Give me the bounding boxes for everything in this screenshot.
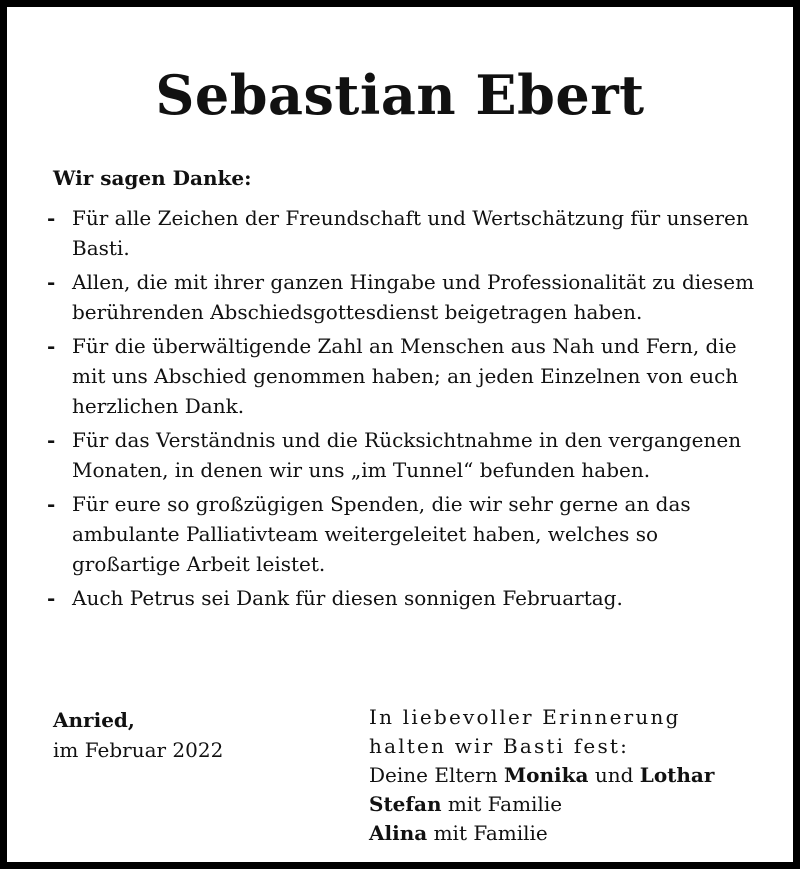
parents-line xyxy=(369,761,714,790)
list-item-text: Allen, die mit ihrer ganzen Hingabe und Professionalität zu diesem berührenden Abschiedsgottesdienst beigetragen haben. xyxy=(72,270,755,324)
list-item-text: Auch Petrus sei Dank für diesen sonnigen Februartag. xyxy=(72,586,623,610)
list-item-text: Für die überwältigende Zahl an Menschen aus Nah und Fern, die mit uns Abschied genommen haben; an jeden Einzelnen von euch herzlichen Dank. xyxy=(72,334,739,418)
memorial-line-1: In liebevoller Erinnerung xyxy=(369,705,681,729)
dash-bullet: - xyxy=(47,492,56,516)
father-name: Lothar xyxy=(639,763,715,787)
memorial-line-2: halten wir Basti fest: xyxy=(369,734,630,758)
list-item xyxy=(45,425,765,485)
dash-bullet: - xyxy=(47,586,56,610)
sibling-name-2: Alina xyxy=(369,821,428,845)
list-item xyxy=(45,583,765,613)
thanks-list xyxy=(45,203,765,617)
dash-bullet: - xyxy=(47,206,56,230)
list-item xyxy=(45,331,765,421)
list-item xyxy=(45,203,765,263)
memorial-block xyxy=(369,703,714,848)
date: im Februar 2022 xyxy=(53,738,224,762)
sibling-name-1: Stefan xyxy=(369,792,442,816)
and-word: und xyxy=(594,763,634,787)
list-item-text: Für das Verständnis und die Rücksichtnahme in den vergangenen Monaten, in denen wir uns „im Tunnel“ befunden haben. xyxy=(72,428,742,482)
thanks-heading: Wir sagen Danke: xyxy=(53,166,252,190)
sibling-line-1 xyxy=(369,790,714,819)
list-item xyxy=(45,489,765,579)
deceased-name: Sebastian Ebert xyxy=(155,63,645,127)
list-item-text: Für alle Zeichen der Freundschaft und Wertschätzung für unseren Basti. xyxy=(72,206,749,260)
dash-bullet: - xyxy=(47,270,56,294)
list-item xyxy=(45,267,765,327)
place: Anried, xyxy=(53,708,135,732)
family-suffix-2: mit Familie xyxy=(433,821,548,845)
dash-bullet: - xyxy=(47,428,56,452)
list-item-text: Für eure so großzügigen Spenden, die wir sehr gerne an das ambulante Palliativteam weitergeleitet haben, welches so großartige Arbeit leistet. xyxy=(72,492,691,576)
family-suffix-1: mit Familie xyxy=(447,792,563,816)
sibling-line-2 xyxy=(369,819,714,848)
dash-bullet: - xyxy=(47,334,56,358)
mother-name: Monika xyxy=(504,763,589,787)
parents-prefix: Deine Eltern xyxy=(369,763,498,787)
